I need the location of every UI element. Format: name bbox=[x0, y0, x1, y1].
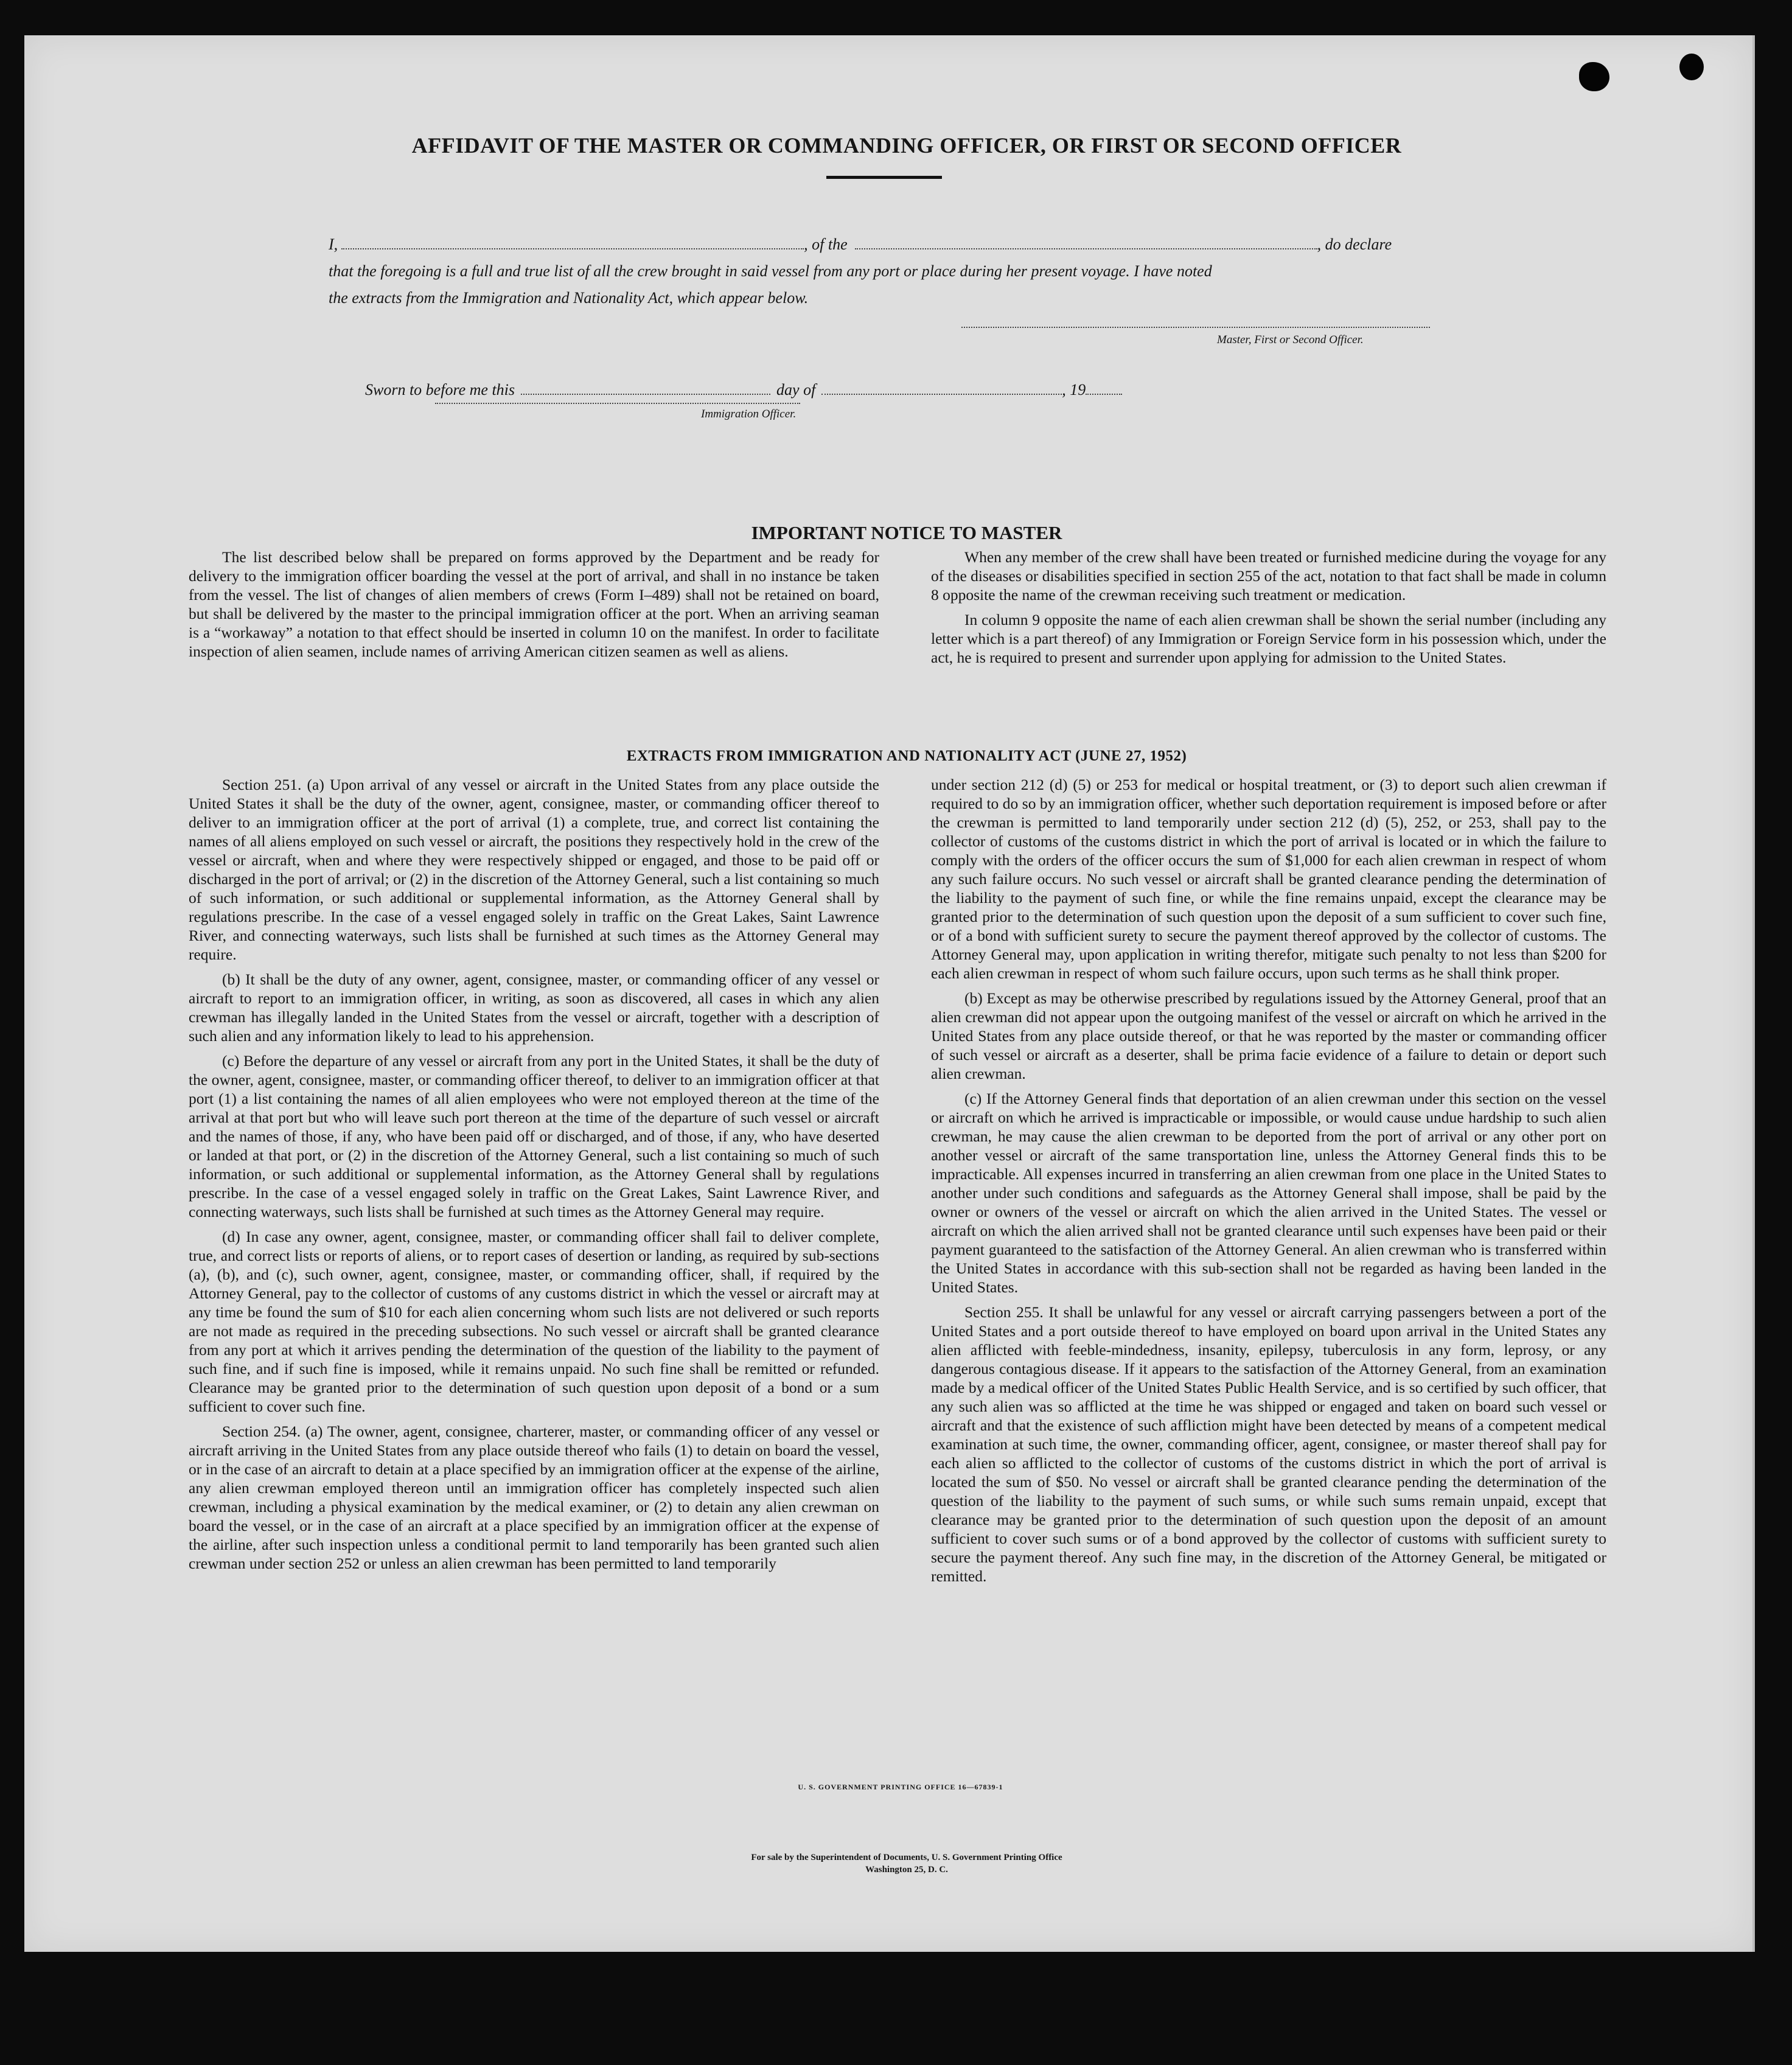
sworn-year-field[interactable] bbox=[1086, 381, 1122, 395]
declaration bbox=[329, 231, 1460, 312]
declaration-of-the: , of the bbox=[804, 235, 848, 253]
master-signature-line[interactable] bbox=[961, 327, 1430, 328]
sworn-day-of: day of bbox=[776, 381, 816, 399]
act-paragraph: (c) Before the departure of any vessel or aircraft from any port in the United States, it shall be the duty of the owner, agent, consignee, master, or commanding officer thereof, to deliver to an immigration officer at that port (1) a list containing the names of all alien employees who were not employed thereon at the time of the arrival at that port but who will leave such port thereon at the time of the departure of such vessel or aircraft and the names of those, if any, who have been paid off or discharged, and of those, if any, who have deserted or landed at that port, or (2) in the discretion of the Attorney General, such a list containing so much of such information, or such additional or supplemental information, as the Attorney General shall by regulations prescribe. In the case of a vessel engaged solely in traffic on the Great Lakes, Saint Lawrence River, and connecting waterways, such lists shall be furnished at such times as the Attorney General may require. bbox=[189, 1052, 879, 1221]
act-paragraph: (d) In case any owner, agent, consignee, master, or commanding officer shall fail to deliver complete, true, and correct lists or reports of aliens, or to report cases of desertion or landing, as required by sub-sections (a), (b), and (c), such owner, agent, consignee, master, or commanding officer, shall, if required by the Attorney General, pay to the collector of customs of any customs district in which the vessel or aircraft may at any time be found the sum of $10 for each alien concerning whom such lists are not delivered or such reports are not made as required in the preceding subsections. No such vessel or aircraft shall be granted clearance from any port at which it arrives pending the determination of the question of the liability to the payment of such fine, and if such fine is imposed, while it remains unpaid. No such fine shall be remitted or refunded. Clearance may be granted prior to the determination of such question upon deposit of a bond or a sum sufficient to cover such fine. bbox=[189, 1228, 879, 1415]
act-paragraph: (c) If the Attorney General finds that deportation of an alien crewman under this section on the vessel or aircraft on which he arrived is impracticable or impossible, or would cause undue hardship to such alien crewman, he may cause the alien crewman to be deported from the port of arrival or any other port on another vessel or aircraft of the same transportation line, unless the Attorney General finds this to be impracticable. All expenses incurred in transferring an alien crewman from one place in the United States to another under such conditions and safeguards as the Attorney General shall impose, shall be paid by the owner or owners of the vessel or aircraft on which the alien arrived in the United States. The vessel or aircraft on which the alien arrived shall not be granted clearance until such expenses have been paid or their payment guaranteed to the satisfaction of the Attorney General. An alien crewman who is transferred within the United States in accordance with this sub-section shall not be regarded as having been landed in the United States. bbox=[931, 1090, 1606, 1296]
affidavit-title: AFFIDAVIT OF THE MASTER OR COMMANDING OFFICER, OR FIRST OR SECOND OFFICER bbox=[411, 133, 1402, 158]
sale-notice-line-2: Washington 25, D. C. bbox=[865, 1865, 948, 1875]
declaration-i: I, bbox=[329, 235, 338, 253]
notice-paragraph: When any member of the crew shall have been treated or furnished medicine during the voyage for any of the diseases or disabilities specified in section 255 of the act, notation to that fact shall be made in column 8 opposite the name of the crewman receiving such treatment or medication. bbox=[931, 548, 1606, 604]
officer-signature-label: Immigration Officer. bbox=[701, 408, 797, 420]
master-signature-label: Master, First or Second Officer. bbox=[1217, 333, 1364, 346]
notice-paragraph: The list described below shall be prepared on forms approved by the Department and be ready for delivery to the immigration officer boarding the vessel at the port of arrival, and shall in no instance be taken from the vessel. The list of changes of alien members of crews (Form I–489) shall not be retained on board, but shall be delivered by the master to the principal immigration officer at the port. When an arriving seaman is a “workaway” a notation to that effect should be inserted in column 10 on the manifest. In order to facilitate inspection of alien seamen, include names of arriving American citizen seamen as well as aliens. bbox=[189, 548, 879, 660]
sale-notice bbox=[572, 1851, 1241, 1876]
declaration-line-3: the extracts from the Immigration and Nationality Act, which appear below. bbox=[329, 289, 809, 307]
vessel-name-field[interactable] bbox=[855, 236, 1317, 249]
declaration-do-declare: , do declare bbox=[1317, 235, 1392, 253]
sworn-year-prefix: , 19 bbox=[1062, 381, 1086, 399]
extracts-title: EXTRACTS FROM IMMIGRATION AND NATIONALITY ACT (JUNE 27, 1952) bbox=[626, 748, 1187, 764]
notice-right-column bbox=[931, 548, 1606, 673]
declaration-line-1 bbox=[329, 231, 1460, 258]
sworn-statement bbox=[365, 381, 1122, 399]
act-paragraph: Section 255. It shall be unlawful for any vessel or aircraft carrying passengers between a port of the United States and a port outside thereof to have employed on board upon arrival in the United States any alien afflicted with feeble-mindedness, insanity, epilepsy, tuberculosis in any form, leprosy, or any dangerous contagious disease. If it appears to the satisfaction of the Attorney General, from an examination made by a medical officer of the United States Public Health Service, and is so certified by such officer, that any such alien was so afflicted at the time he was shipped or engaged and taken on board such vessel or aircraft and that the existence of such affliction might have been detected by means of a competent medical examination at such time, the owner, commanding officer, agent, consignee, or master thereof shall pay for each alien so afflicted to the collector of customs of the customs district in which the port of arrival is located the sum of $50. No vessel or aircraft shall be granted clearance pending the determination of the question of the liability to the payment of such sums, or while such sums remain unpaid, except that clearance may be granted prior to the determination of such question upon the deposit of an amount sufficient to cover such sums or of a bond approved by the collector of customs with sufficient surety to secure the payment thereof. Any such fine may, in the discretion of the Attorney General, be mitigated or remitted. bbox=[931, 1303, 1606, 1585]
sworn-month-field[interactable] bbox=[821, 381, 1062, 395]
declarant-name-field[interactable] bbox=[341, 236, 804, 249]
extracts-left-column bbox=[189, 775, 879, 1579]
notice-paragraph: In column 9 opposite the name of each alien crewman shall be shown the serial number (including any letter which is a part thereof) of any Immigration or Foreign Service form in his possession which, under the act, he is required to present and surrender upon applying for admission to the United States. bbox=[931, 611, 1606, 666]
act-paragraph: (b) Except as may be otherwise prescribed by regulations issued by the Attorney General, proof that an alien crewman did not appear upon the outgoing manifest of the vessel or aircraft on which he arrived in the United States from any place outside thereof, or that he was reported by the master or commanding officer of such vessel or aircraft as a deserter, shall be prima facie evidence of a failure to detain or deport such alien crewman. bbox=[931, 989, 1606, 1082]
extracts-right-column bbox=[931, 775, 1606, 1592]
notice-left-column bbox=[189, 548, 879, 667]
form-sheet bbox=[24, 35, 1755, 1952]
punch-hole bbox=[1579, 62, 1609, 91]
act-paragraph: (b) It shall be the duty of any owner, agent, consignee, master, or commanding officer of any vessel or aircraft to report to an immigration officer, in writing, as soon as discovered, all cases in which any alien crewman has illegally landed in the United States from the vessel or aircraft, together with a description of such alien and any information likely to lead to his apprehension. bbox=[189, 970, 879, 1045]
act-paragraph: Section 254. (a) The owner, agent, consignee, charterer, master, or commanding officer of any vessel or aircraft arriving in the United States from any place outside thereof who fails (1) to detain on board the vessel, or in the case of an aircraft to detain at a place specified by an immigration officer at the expense of the airline, any alien crewman employed thereon until an immigration officer has completely inspected such alien crewman, including a physical examination by the medical examiner, or (2) to detain any alien crewman on board the vessel, or in the case of an aircraft at a place specified by an immigration officer at the expense of the airline, after such inspection unless a conditional permit to land temporarily has been granted such alien crewman under section 252 or unless an alien crewman has been permitted to land temporarily bbox=[189, 1423, 879, 1572]
punch-hole bbox=[1679, 54, 1704, 80]
act-paragraph: Section 251. (a) Upon arrival of any vessel or aircraft in the United States from any place outside the United States it shall be the duty of the owner, agent, consignee, master, or commanding officer thereof to deliver to an immigration officer at the port of arrival (1) a complete, true, and correct list containing the names of all aliens employed on such vessel or aircraft, the positions they respectively hold in the crew of the vessel or aircraft, when and where they were respectively shipped or engaged, and those to be paid off or discharged in the port of arrival; or (2) in the discretion of the Attorney General, such a list containing so much of such information, or such additional or supplemental information, as the Attorney General shall by regulations prescribe. In the case of a vessel engaged solely in traffic on the Great Lakes, Saint Lawrence River, and connecting waterways, such lists shall be furnished at such times as the Attorney General may require. bbox=[189, 776, 879, 963]
officer-signature-line[interactable] bbox=[435, 403, 800, 404]
printer-imprint: U. S. GOVERNMENT PRINTING OFFICE 16—67839-1 bbox=[798, 1783, 1003, 1791]
sale-notice-line-1: For sale by the Superintendent of Documents, U. S. Government Printing Office bbox=[751, 1853, 1062, 1862]
sworn-day-field[interactable] bbox=[521, 381, 770, 395]
act-paragraph: under section 212 (d) (5) or 253 for medical or hospital treatment, or (3) to deport such alien crewman if required to do so by an immigration officer, whether such deportation requirement is imposed before or after the crewman is permitted to land temporarily under section 212 (d) (5), 252, or 253, shall pay to the collector of customs of the customs district in which the port of arrival is located or in which the failure to comply with the orders of the officer occurs the sum of $1,000 for each alien crewman in respect of whom any such failure occurs. No such vessel or aircraft shall be granted clearance pending the determination of the liability to the payment of such fine, or while the fine remains unpaid, except the clearance may be granted prior to the determination of such question upon the deposit of a sum sufficient to cover such fine, or of a bond with sufficient surety to secure the payment thereof approved by the collector of customs. The Attorney General may, upon application in writing therefor, mitigate such penalty to not less than $200 for each alien crewman in respect of whom such failure occurs, upon such terms as he shall think proper. bbox=[931, 776, 1606, 982]
sworn-text: Sworn to before me this bbox=[365, 381, 515, 399]
notice-title: IMPORTANT NOTICE TO MASTER bbox=[751, 522, 1062, 543]
title-rule bbox=[826, 176, 942, 179]
declaration-line-2: that the foregoing is a full and true list of all the crew brought in said vessel from any port or place during her present voyage. I have noted bbox=[329, 262, 1212, 280]
